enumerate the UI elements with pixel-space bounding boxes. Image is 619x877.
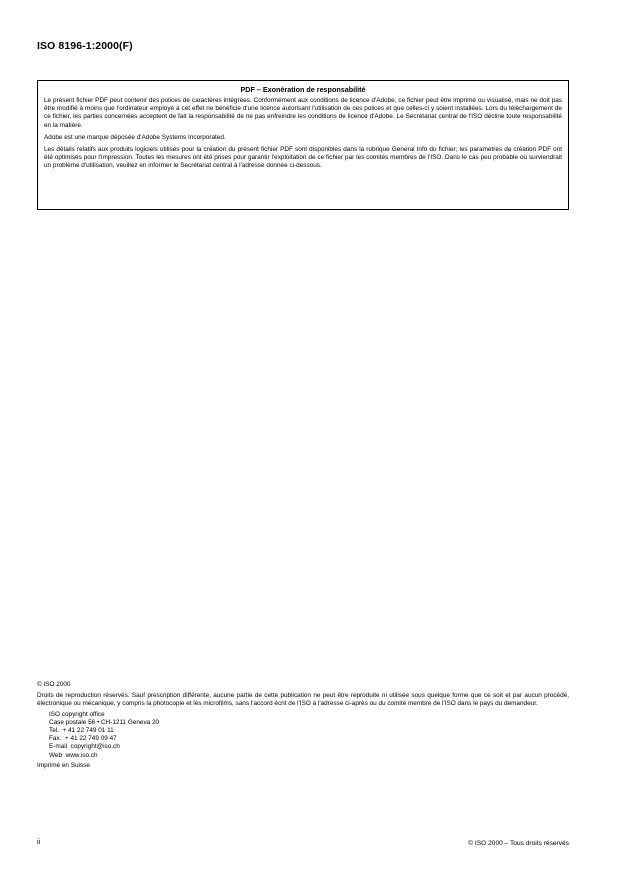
pdf-disclaimer-box xyxy=(37,80,569,210)
disclaimer-paragraph: Le présent fichier PDF peut contenir des polices de caractères intégrées. Conformément aux conditions de licence d'Adobe, ce fichier peut être imprimé ou visualisé, mais ne doit pas être modifié à moins que l'ordinateur employé à cet effet ne bénéficie d'une licence autorisant l'utilisation de ces polices et que celles-ci y soient installées. Lors du téléchargement de ce fichier, les parties concernées acceptent de fait la responsabilité de ne pas enfreindre les conditions de licence d'Adobe. Le Secrétariat central de l'ISO décline toute responsabilité en la matière. xyxy=(44,97,562,129)
copyright-office-address xyxy=(37,711,569,760)
address-line: ISO copyright office xyxy=(49,710,105,718)
footer-rights: © ISO 2000 – Tous droits réservés xyxy=(468,840,569,847)
copyright-line: © ISO 2000 xyxy=(37,681,71,688)
copyright-notice xyxy=(37,681,569,770)
web-line: Web www.iso.ch xyxy=(49,751,98,759)
address-line: Case postale 56 • CH-1211 Geneva 20 xyxy=(49,718,160,726)
address-line: Fax. + 41 22 749 09 47 xyxy=(49,735,117,743)
address-line: Tel. + 41 22 749 01 11 xyxy=(49,727,114,735)
page-number: ii xyxy=(37,839,41,846)
email-line: E-mail copyright@iso.ch xyxy=(49,743,120,751)
copyright-text: Droits de reproduction réservés. Sauf prescription différente, aucune partie de cette publication ne peut être reproduite ni utilisée sous quelque forme que ce soit et par aucun procédé, électronique ou mécanique, y compris la photocopie et les microfilms, sans l'accord écrit de l'ISO à l'adresse ci-après ou du comité membre de l'ISO dans le pays du demandeur. xyxy=(37,692,569,708)
disclaimer-paragraph: Adobe est une marque déposée d'Adobe Systems Incorporated. xyxy=(44,133,226,141)
disclaimer-title: PDF – Exonération de responsabilité xyxy=(240,85,366,94)
printed-in: Imprimé en Suisse xyxy=(37,761,90,769)
document-id: ISO 8196-1:2000(F) xyxy=(37,40,133,52)
disclaimer-paragraph: Les détails relatifs aux produits logiciels utilisés pour la création du présent fichier PDF sont disponibles dans la rubrique General Info du fichier; les paramètres de création PDF ont été optimisés pour l'impression. Toutes les mesures ont été prises pour garantir l'exploitation de ce fichier par les comités membres de l'ISO. Dans le cas peu probable où surviendrait un problème d'utilisation, veuillez en informer le Secrétariat central à l'adresse donnée ci-dessous. xyxy=(44,146,562,170)
